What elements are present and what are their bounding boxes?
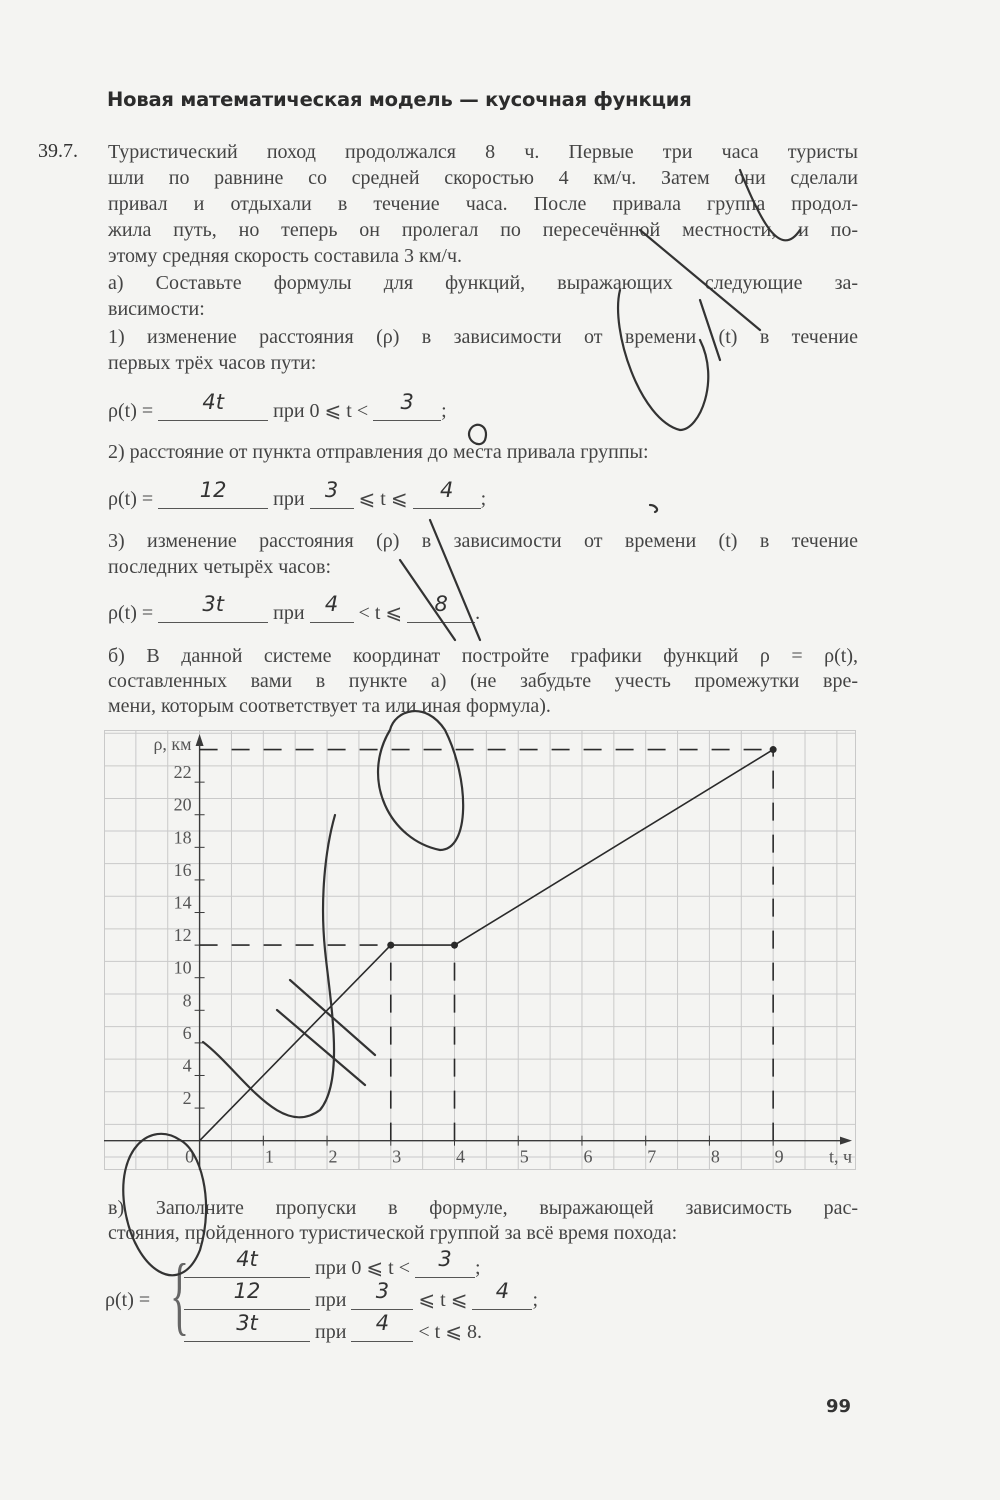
problem-number: 39.7. [38,140,78,162]
origin-label: 0 [185,1146,195,1167]
answer-field[interactable]: 4 [310,600,354,623]
y-tick-label: 6 [182,1022,192,1043]
answer-field[interactable]: 4 [413,486,481,509]
y-tick-label: 8 [182,990,192,1011]
intro-line: шли по равнине со средней скоростью 4 км/ч. Затем они сделали [108,167,858,189]
answer-field[interactable]: 3 [373,398,441,421]
x-tick-label: 5 [519,1146,529,1167]
answer-field[interactable]: 12 [158,486,268,509]
answer-field[interactable]: 4t [158,398,268,421]
answer-field[interactable]: 3t [158,600,268,623]
intro-line: Туристический поход продолжался 8 ч. Первые три часа туристы [108,141,858,163]
section-title: Новая математическая модель — кусочная функция [107,88,692,111]
y-tick-label: 2 [182,1088,192,1109]
part-b-line: б) В данной системе координат постройте графики функций ρ = ρ(t), [108,645,858,667]
item3-line: последних четырёх часов: [108,556,332,578]
item1-line: 1) изменение расстояния (ρ) в зависимости от времени (t) в течение [108,326,858,348]
page-number: 99 [826,1396,852,1417]
formula-3: ρ(t) = 3t при 4 < t ⩽ 8 . [108,592,481,624]
part-a-line: а) Составьте формулы для функций, выражающих следующие за- [108,272,858,294]
data-point [387,942,394,949]
part-c-line: в) Заполните пропуски в формуле, выражающей зависимость рас- [108,1197,858,1219]
x-axis-label: t, ч [828,1146,852,1167]
intro-line: привал и отдыхали в течение часа. После привала группа продол- [108,193,858,215]
part-b-line: мени, которым соответствует та или иная формула). [108,695,551,717]
answer-field[interactable]: 4 [351,1319,413,1342]
x-tick-label: 8 [710,1146,720,1167]
answer-field[interactable]: 3t [184,1319,310,1342]
distance-time-chart [104,730,856,1170]
y-tick-label: 10 [173,957,192,978]
y-tick-label: 16 [173,859,192,880]
y-tick-label: 22 [173,762,192,783]
x-tick-label: 3 [392,1146,402,1167]
x-tick-label: 7 [647,1146,657,1167]
system-row-2: 12 при 3 ⩽ t ⩽ 4 ; [184,1287,538,1312]
system-lhs: ρ(t) = [105,1289,151,1311]
y-tick-label: 20 [173,794,192,815]
chart-border [105,731,856,1170]
part-b-line: составленных вами в пункте а) (не забудьте учесть промежутки вре- [108,670,858,692]
answer-field[interactable]: 8 [407,600,475,623]
answer-field[interactable]: 3 [310,486,354,509]
data-point [451,942,458,949]
answer-field[interactable]: 4t [184,1255,310,1278]
data-point [770,746,777,753]
answer-field[interactable]: 4 [472,1287,532,1310]
x-tick-label: 6 [583,1146,593,1167]
y-axis-arrow [196,734,204,746]
x-tick-label: 4 [456,1146,466,1167]
formula-2: ρ(t) = 12 при 3 ⩽ t ⩽ 4 ; [108,478,487,510]
y-tick-label: 4 [182,1055,192,1076]
system-row-3: 3t при 4 < t ⩽ 8. [184,1319,482,1344]
answer-field[interactable]: 12 [184,1287,310,1310]
answer-field[interactable]: 3 [351,1287,413,1310]
part-a-line: висимости: [108,298,205,320]
part-c-line: стояния, пройденного туристической группой за всё время похода: [108,1222,678,1244]
y-tick-label: 14 [173,892,192,913]
answer-field[interactable]: 3 [415,1255,475,1278]
y-tick-label: 12 [173,925,192,946]
item2-line: 2) расстояние от пункта отправления до места привала группы: [108,441,649,463]
intro-line: этому средняя скорость составила 3 км/ч. [108,245,463,267]
x-tick-label: 1 [264,1146,274,1167]
y-tick-label: 18 [173,827,192,848]
item1-line: первых трёх часов пути: [108,352,317,374]
formula-1: ρ(t) = 4t при 0 ⩽ t < 3 ; [108,390,447,422]
intro-line: жила путь, но теперь он пролегал по пересечённой местности, и по- [108,219,858,241]
x-axis-arrow [840,1137,852,1145]
y-axis-label: ρ, км [153,734,192,754]
system-row-1: 4t при 0 ⩽ t < 3 ; [184,1255,481,1280]
x-tick-label: 9 [774,1146,784,1167]
item3-line: 3) изменение расстояния (ρ) в зависимости от времени (t) в течение [108,530,858,552]
brace: { [170,1247,190,1344]
x-tick-label: 2 [328,1146,338,1167]
